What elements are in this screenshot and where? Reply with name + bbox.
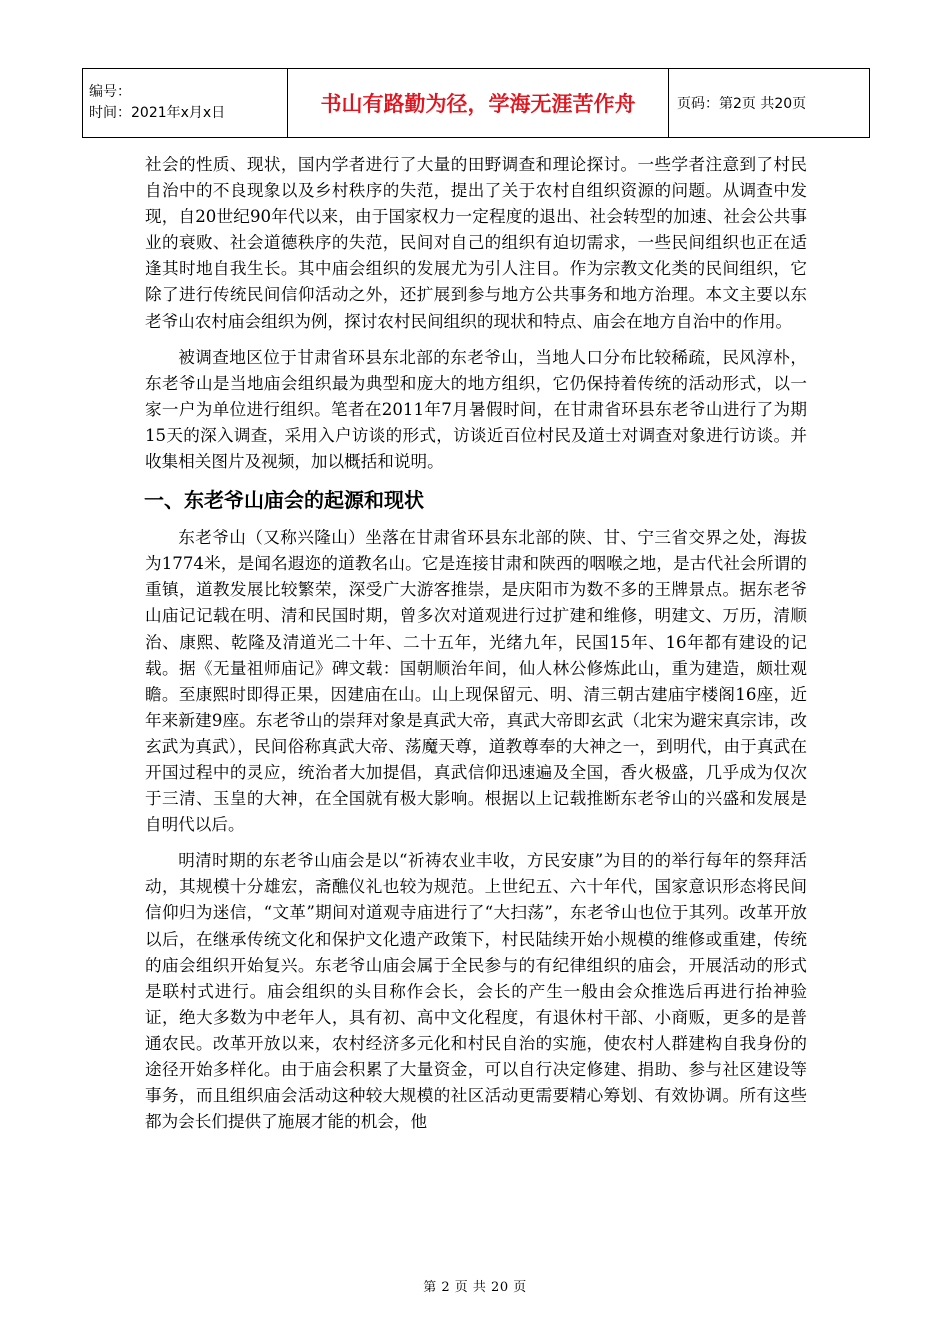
- section-heading: 一、东老爷山庙会的起源和现状: [144, 488, 424, 513]
- body-paragraph: 明清时期的东老爷山庙会是以“祈祷农业丰收，方民安康”为目的的举行每年的祭拜活动，其规模十分雄宏，斋醮仪礼也较为规范。上世纪五、六十年代，国家意识形态将民间信仰归为迷信，“文革”期间对道观寺庙进行了“大扫荡”，东老爷山也位于其列。改革开放以后，在继承传统文化和保护文化遗产政策下，村民陆续开始小规模的维修或重建，传统的庙会组织开始复兴。东老爷山庙会属于全民参与的有纪律组织的庙会，开展活动的形式是联村式进行。庙会组织的头目称作会长，会长的产生一般由会众推选后再进行抬神验证，绝大多数为中老年人，具有初、高中文化程度，有退休村干部、小商贩，更多的是普通农民。改革开放以来，农村经济多元化和村民自治的实施，使农村人群建构自我身份的途径开始多样化。由于庙会积累了大量资金，可以自行决定修建、捐助、参与社区建设等事务，而且组织庙会活动这种较大规模的社区活动更需要精心筹划、有效协调。所有这些都为会长们提供了施展才能的机会，他: [145, 851, 807, 1132]
- document-body: [145, 152, 807, 1145]
- body-paragraph: 社会的性质、现状，国内学者进行了大量的田野调查和理论探讨。一些学者注意到了村民自治中的不良现象以及乡村秩序的失范，提出了关于农村自组织资源的问题。从调查中发现，自20世纪90年代以来，由于国家权力一定程度的退出、社会转型的加速、社会公共事业的衰败、社会道德秩序的失范，民间对自己的组织有迫切需求，一些民间组织也正在适逢其时地自我生长。其中庙会组织的发展尤为引人注目。作为宗教文化类的民间组织，它除了进行传统民间信仰活动之外，还扩展到参与地方公共事务和地方治理。本文主要以东老爷山农村庙会组织为例，探讨农村民间组织的现状和特点、庙会在地方自治中的作用。: [145, 155, 807, 331]
- header-motto: 书山有路勤为径，学海无涯苦作舟: [288, 69, 669, 138]
- body-paragraph: 被调查地区位于甘肃省环县东北部的东老爷山，当地人口分布比较稀疏，民风淳朴，东老爷山是当地庙会组织最为典型和庞大的地方组织，它仍保持着传统的活动形式，以一家一户为单位进行组织。笔者在2011年7月暑假时间，在甘肃省环县东老爷山进行了为期15天的深入调查，采用入户访谈的形式，访谈近百位村民及道士对调查对象进行访谈。并收集相关图片及视频，加以概括和说明。: [145, 347, 807, 472]
- header-page-info: 页码：第2页 共20页: [669, 69, 870, 138]
- document-number-label: 编号：: [89, 84, 131, 100]
- page-header: [82, 68, 870, 138]
- header-meta: [83, 69, 288, 138]
- body-paragraph: 东老爷山（又称兴隆山）坐落在甘肃省环县东北部的陕、甘、宁三省交界之处，海拔为1774米，是闻名遐迩的道教名山。它是连接甘肃和陕西的咽喉之地，是古代社会所谓的重镇，道教发展比较繁荣，深受广大游客推崇，是庆阳市为数不多的王牌景点。据东老爷山庙记记载在明、清和民国时期，曾多次对道观进行过扩建和维修，明建文、万历，清顺治、康熙、乾隆及清道光二十年、二十五年，光绪九年，民国15年、16年都有建设的记载。据《无量祖师庙记》碑文载：国朝顺治年间，仙人林公修炼此山，重为建造，颇壮观瞻。至康熙时即得正果，因建庙在山。山上现保留元、明、清三朝古建庙宇楼阁16座，近年来新建9座。东老爷山的崇拜对象是真武大帝，真武大帝即玄武（北宋为避宋真宗讳，改玄武为真武），民间俗称真武大帝、荡魔天尊，道教尊奉的大神之一，到明代，由于真武在开国过程中的灵应，统治者大加提倡，真武信仰迅速遍及全国，香火极盛，几乎成为仅次于三清、玉皇的大神，在全国就有极大影响。根据以上记载推断东老爷山的兴盛和发展是自明代以后。: [145, 528, 807, 835]
- document-date: 时间：2021年x月x日: [89, 105, 226, 121]
- page-footer: 第 2 页 共 20 页: [423, 1280, 527, 1295]
